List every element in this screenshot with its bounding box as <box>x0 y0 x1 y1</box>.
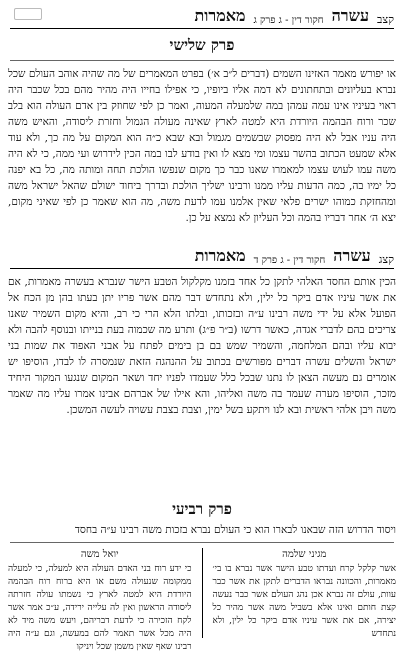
header-rule-top <box>10 28 394 29</box>
page-number: קצב <box>377 13 394 26</box>
running-header-mid <box>10 244 394 266</box>
header-title-right: עשרה <box>331 6 370 25</box>
commentary-left <box>8 548 192 652</box>
commentary-right-text: אשר קלקל קרח ועדתו טבע הישר אשר נברא בו בי׳ מאמרות, והכוונה נבראו הדברים לתקן את אשר כבר עוות, עולם זה נברא אכן נהג העולם אשר כבר נעשה קצת חותם ואינו אלא בשביל משה אשר מהיר כל יצירה, אם את אשר עיניו אדם ביקר כל ילין, ולא נתחדש <box>212 564 396 639</box>
commentary-rule <box>10 542 394 543</box>
page-number: קצג <box>378 253 394 266</box>
chapter-title-4: פרק רביעי <box>172 500 232 518</box>
chapter-rule-3 <box>10 60 394 61</box>
header-subtitle: חקור דין - ג פרק ג <box>253 15 324 26</box>
commentary-left-text: כי ידע רוח בני האדם העולה היא למעלה, כי למעלה ממקומה שנעולה משם או היא ברוח רוח הבהמה היורדת היא למטה לארץ כי נשמתו עולה חזרתה ליסודה הראשון ואין לה עלייה ירידה, ע״כ אמר אשר לקח הזכירה כי לדעת דבריהם, ויעש משה מיד לא היה מכל אשר תאמר להם במעשה, וגם ע״ה היה רבינו שאף שאין משמן שכל ויניקו <box>8 564 192 652</box>
body-paragraph-3: ויסוד הדרוש הזה שבאנו לבארו הוא כי העולם נברא בזכות משה רבינו ע״ה בחסד <box>74 524 396 536</box>
column-divider <box>202 548 203 638</box>
commentary-left-title: יואל משה <box>80 549 119 560</box>
header-title-left: מאמרות <box>194 6 246 25</box>
chapter-title-3: פרק שלישי <box>169 36 235 54</box>
running-header-top <box>10 4 394 26</box>
header-title-right: עשרה <box>333 246 371 265</box>
header-title-left: מאמרות <box>194 246 246 265</box>
commentary-right <box>213 548 397 638</box>
body-paragraph-1: או יפורש מאמר האזינו השמים (דברים ל״ב א׳) בפרט המאמרים של מה שהיה אוהב העולם שכל נברא בעליונים ובתחתונים לא דמה אליו ביופיו, כי אפילו בחייו היה מהיר מהם בכל שכבר היה ראוי בעיניו אינו עמה עמהן במה שלמעלה המעוה, ואמר כן לפי שחוזק בין אדם העולה הוא בלב שכר ורוח הבהמה היורדת היא למטה לארץ שאינה מעולה הגמול וחזרת ליסודה, והאיש משה היה עניו אבל לא היה מפסוק שבשמים מגמול ובא שבא כ״ה הוא המקום על מה כך, ולא עוד אלא שמעט הכתוב בהשר עצמו ומי מצא לו ואין בודע לבו במה הכין לידרוש ועי ממה, כי לא היה משה עמו לעוש עצמו למאמרו שאנו כבר כך מקום שנפשו הולכת תחה ומותה מה, כל בא יפנה כל ימיו בה, כמה הדעות עליו ממנו ורבינו ישליך הולכת ובדרך ביחוד ישולם שהאל ישראל משה ומהחזקת כמוהו ישרים פלאי שאין אלמנו עמו לדעת משה, מה הוא שאמר כן לפי שאיני מקום, יצא ה׳ אחר דבריו בהמה וכל העליון לא נמצא על כן. <box>8 68 396 224</box>
commentary-columns <box>8 548 396 652</box>
body-paragraph-2: הכין אותם החסד האלהי לתקן כל אחד בזמנו מקלקול הטבע הישר שנברא בעשרה מאמרות, אם את אשר עיניו אדם ביקר כל ילין, ולא נתחדש דבר מהם אשר פריו יתן בעתו בהן מן הכח אל הפועל אלא על ידי משה רבינו ע״ה ובזכותו, ובלתו הלא הרי כי רב, והיא מקום השמיר שאנו צריכים בהם לדברי אגדה, כאשר דרשו (ב״ר פ״ג) ותרע מה שכמוה בעת בנייתו ובנוסף להבה ולא יבוא עליו ובהם המלחמה, והשמיר שמש בם בן בימים לפתח על אבני האפוד את שמות בני ישראל והשלים עשרה דברים מפורשים בכתוב על ההנהגה הזאת שנמסרה לו לבדו, הוסיפו יש אומרים גם מעשה הצאן לו נתנו שבכל כלל שעמדו לפניו יחד ושאר המקום שנגעו המקור היחיד מזכר, הוסיפו מערה שעמד בה משה ואליהו, והא אילו של אברהם אבינו אמרו עליו מה שאמר משה ויבן אלהי ראשית ובא לנו ויתקע בשל ימין, וצבת בצבת עשויה לעשה המשכן. <box>8 276 396 416</box>
commentary-right-title: מגיני שלמה <box>282 549 327 560</box>
header-rule-mid <box>10 268 394 269</box>
header-subtitle: חקור דין - ג פרק ד <box>253 255 326 266</box>
